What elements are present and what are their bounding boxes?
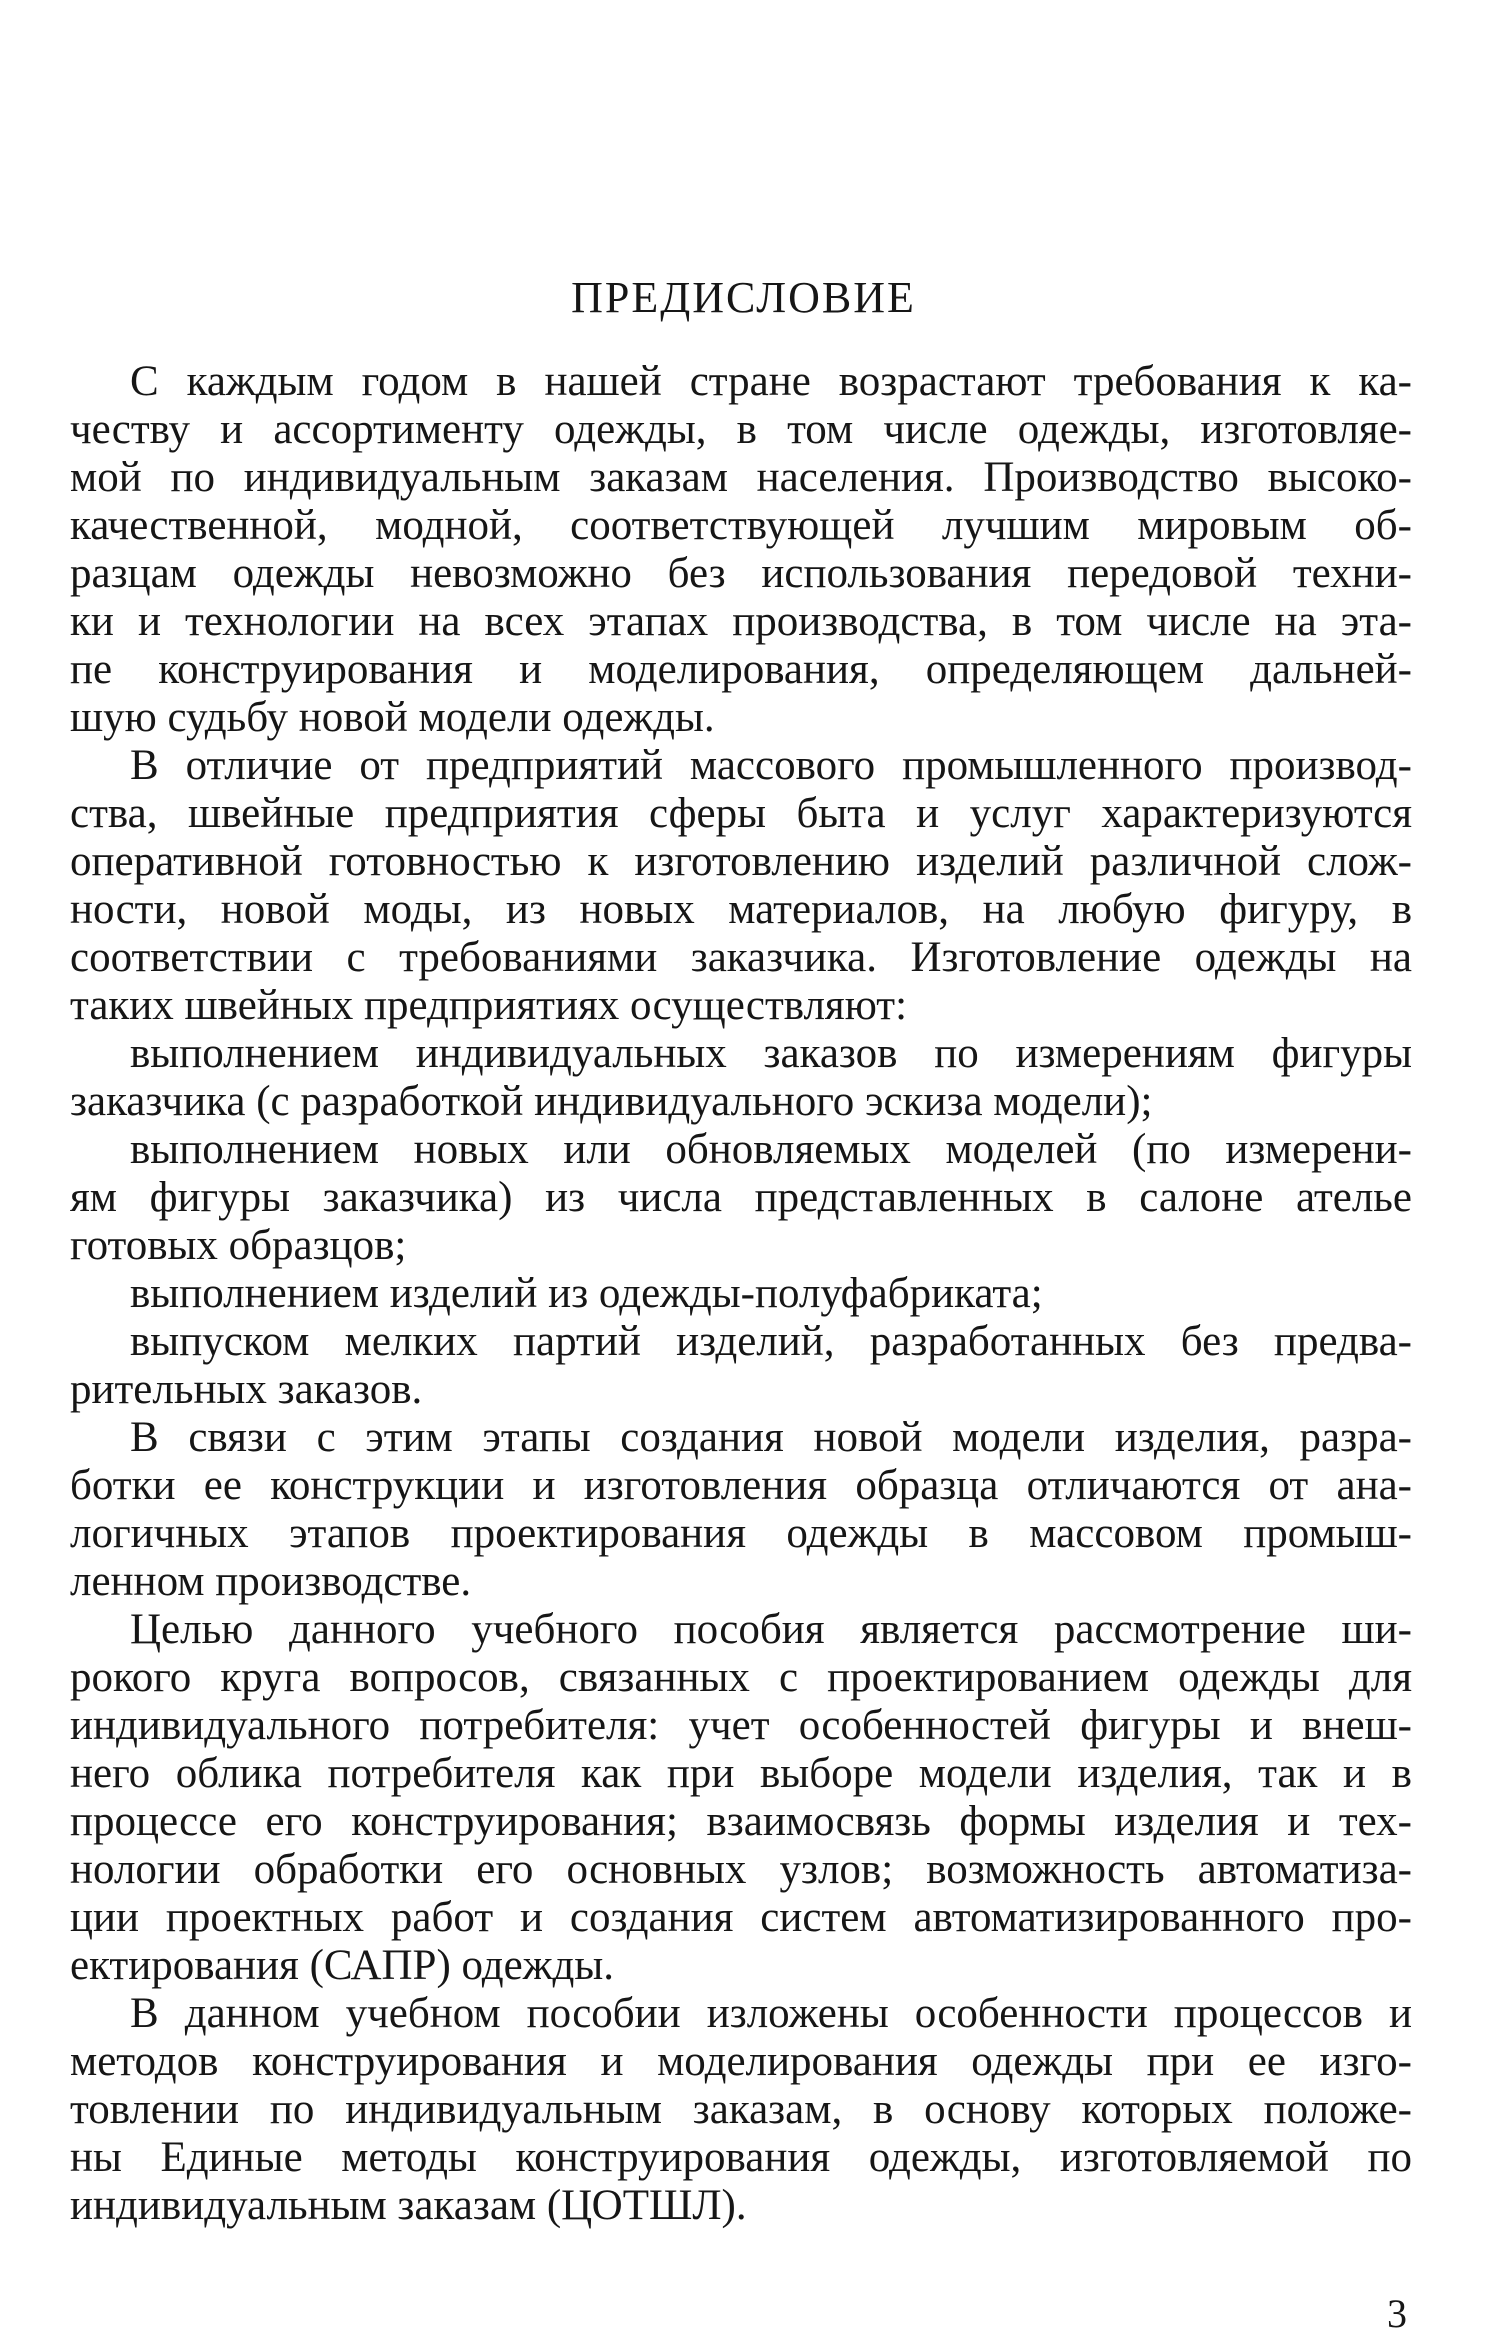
text-line: логичных этапов проектирования одежды в массовом промыш- [70,1510,1412,1557]
text-line: соответствии с требованиями заказчика. Изготовление одежды на [70,934,1412,981]
text-line: ны Единые методы конструирования одежды, изготовляемой по [70,2134,1412,2181]
text-line: готовых образцов; [70,1222,407,1269]
text-line: индивидуальным заказам (ЦОТШЛ). [70,2182,747,2229]
text-line: Целью данного учебного пособия является рассмотрение ши- [130,1606,1412,1653]
text-line: ектирования (САПР) одежды. [70,1942,614,1989]
text-line: выполнением новых или обновляемых моделей (по измерени- [130,1126,1412,1173]
text-line: методов конструирования и моделирования одежды при ее изго- [70,2038,1412,2085]
text-line: процессе его конструирования; взаимосвязь формы изделия и тех- [70,1798,1412,1845]
text-line: ности, новой моды, из новых материалов, на любую фигуру, в [70,886,1412,933]
page-number: 3 [1387,2291,1407,2336]
text-line: выполнением изделий из одежды-полуфабриката; [130,1270,1043,1317]
text-line: выполнением индивидуальных заказов по измерениям фигуры [130,1030,1412,1077]
text-line: рительных заказов. [70,1366,423,1413]
text-line: выпуском мелких партий изделий, разработанных без предва- [130,1318,1412,1365]
text-line: него облика потребителя как при выборе модели изделия, так и в [70,1750,1412,1797]
text-line: В данном учебном пособии изложены особенности процессов и [130,1990,1412,2037]
text-line: ям фигуры заказчика) из числа представленных в салоне ателье [70,1174,1412,1221]
text-line: В отличие от предприятий массового промышленного производ- [130,742,1412,789]
text-line: ции проектных работ и создания систем автоматизированного про- [70,1894,1412,1941]
text-line: разцам одежды невозможно без использования передовой техни- [70,550,1412,597]
text-line: таких швейных предприятиях осуществляют: [70,982,908,1029]
text-line: качественной, модной, соответствующей лучшим мировым об- [70,502,1412,549]
text-line: рокого круга вопросов, связанных с проектированием одежды для [70,1654,1412,1701]
text-line: товлении по индивидуальным заказам, в основу которых положе- [70,2086,1412,2133]
preface-body [70,358,1412,2230]
text-line: ки и технологии на всех этапах производства, в том числе на эта- [70,598,1412,645]
text-line: оперативной готовностью к изготовлению изделий различной слож- [70,838,1412,885]
text-line: честву и ассортименту одежды, в том числе одежды, изготовляе- [70,406,1412,453]
text-line: В связи с этим этапы создания новой модели изделия, разра- [130,1414,1412,1461]
text-line: заказчика (с разработкой индивидуального эскиза модели); [70,1078,1153,1125]
text-line: С каждым годом в нашей стране возрастают требования к ка- [130,358,1412,405]
text-line: ботки ее конструкции и изготовления образца отличаются от ана- [70,1462,1412,1509]
page-title: ПРЕДИСЛОВИЕ [571,273,916,322]
text-line: ленном производстве. [70,1558,472,1605]
text-line: мой по индивидуальным заказам населения. Производство высоко- [70,454,1412,501]
text-line: индивидуального потребителя: учет особенностей фигуры и внеш- [70,1702,1412,1749]
text-line: ства, швейные предприятия сферы быта и услуг характеризуются [70,790,1412,837]
text-line: нологии обработки его основных узлов; возможность автоматиза- [70,1846,1412,1893]
text-line: пе конструирования и моделирования, определяющем дальней- [70,646,1412,693]
text-line: шую судьбу новой модели одежды. [70,694,715,741]
